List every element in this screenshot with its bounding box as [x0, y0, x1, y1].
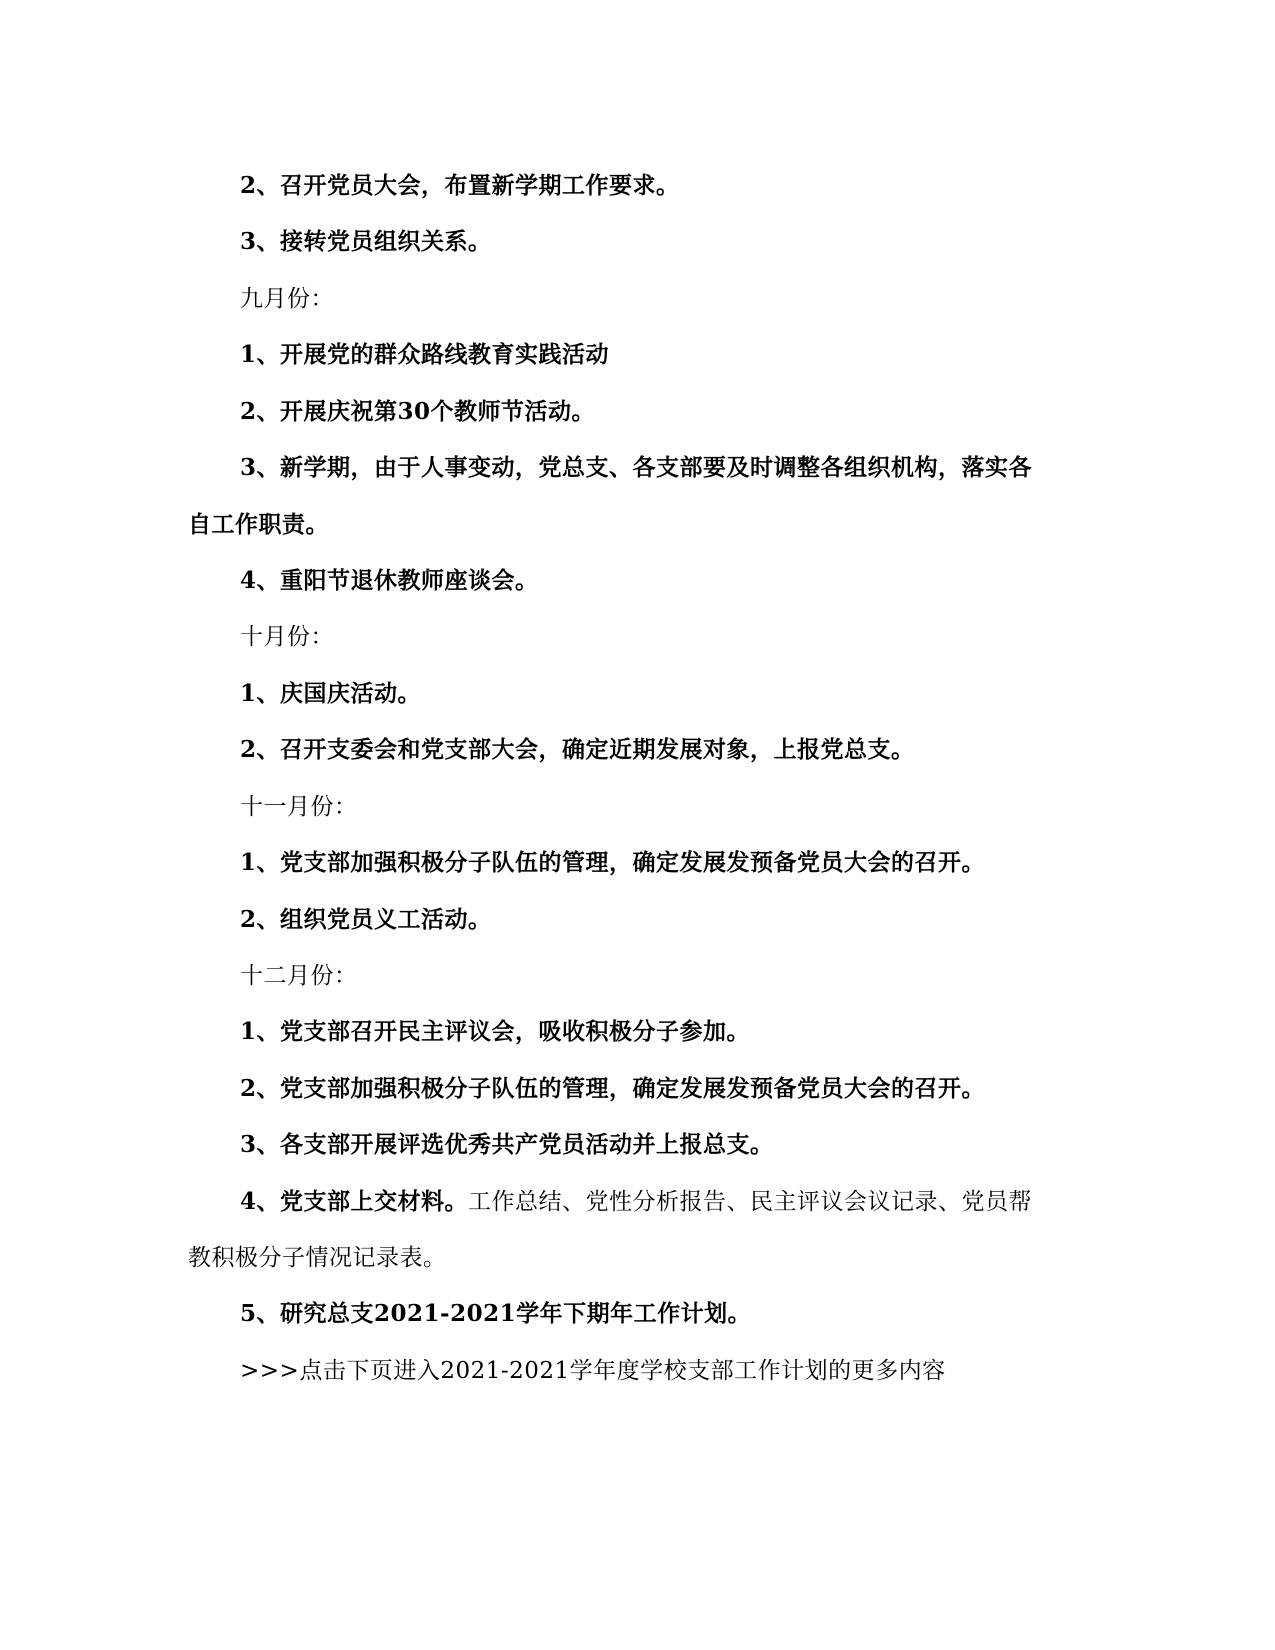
text-line: 自工作职责。 — [188, 511, 329, 538]
text-line: 1、开展党的群众路线教育实践活动 — [240, 341, 610, 368]
text-line: 1、党支部加强积极分子队伍的管理，确定发展发预备党员大会的召开。 — [240, 849, 986, 876]
text-line: 4、重阳节退休教师座谈会。 — [240, 567, 539, 594]
text-line: 3、各支部开展评选优秀共产党员活动并上报总支。 — [240, 1131, 774, 1158]
text-line: 5、研究总支2021-2021学年下期年工作计划。 — [240, 1300, 752, 1327]
text-bold-part: 4、党支部上交材料。 — [240, 1188, 469, 1215]
month-heading: 十二月份： — [240, 963, 358, 989]
text-line: 2、召开支委会和党支部大会，确定近期发展对象，上报党总支。 — [240, 736, 915, 763]
text-line: 2、开展庆祝第30个教师节活动。 — [240, 398, 596, 425]
text-line: 1、党支部召开民主评议会，吸收积极分子参加。 — [240, 1018, 751, 1045]
text-line: 2、党支部加强积极分子队伍的管理，确定发展发预备党员大会的召开。 — [240, 1075, 986, 1102]
text-line: 3、新学期，由于人事变动，党总支、各支部要及时调整各组织机构，落实各 — [240, 454, 1033, 481]
month-heading: 九月份： — [240, 286, 334, 312]
text-line: 教积极分子情况记录表。 — [188, 1245, 447, 1271]
text-normal-part: 工作总结、党性分析报告、民主评议会议记录、党员帮 — [468, 1189, 1033, 1215]
text-line: 2、召开党员大会，布置新学期工作要求。 — [240, 172, 680, 199]
text-line: 2、组织党员义工活动。 — [240, 906, 492, 933]
month-heading: 十月份： — [240, 624, 334, 650]
next-page-link[interactable]: >>>点击下页进入2021-2021学年度学校支部工作计划的更多内容 — [240, 1358, 946, 1384]
text-line: 3、接转党员组织关系。 — [240, 228, 492, 255]
month-heading: 十一月份： — [240, 794, 358, 820]
text-line-mixed — [240, 1187, 1032, 1217]
text-line: 1、庆国庆活动。 — [240, 680, 422, 707]
